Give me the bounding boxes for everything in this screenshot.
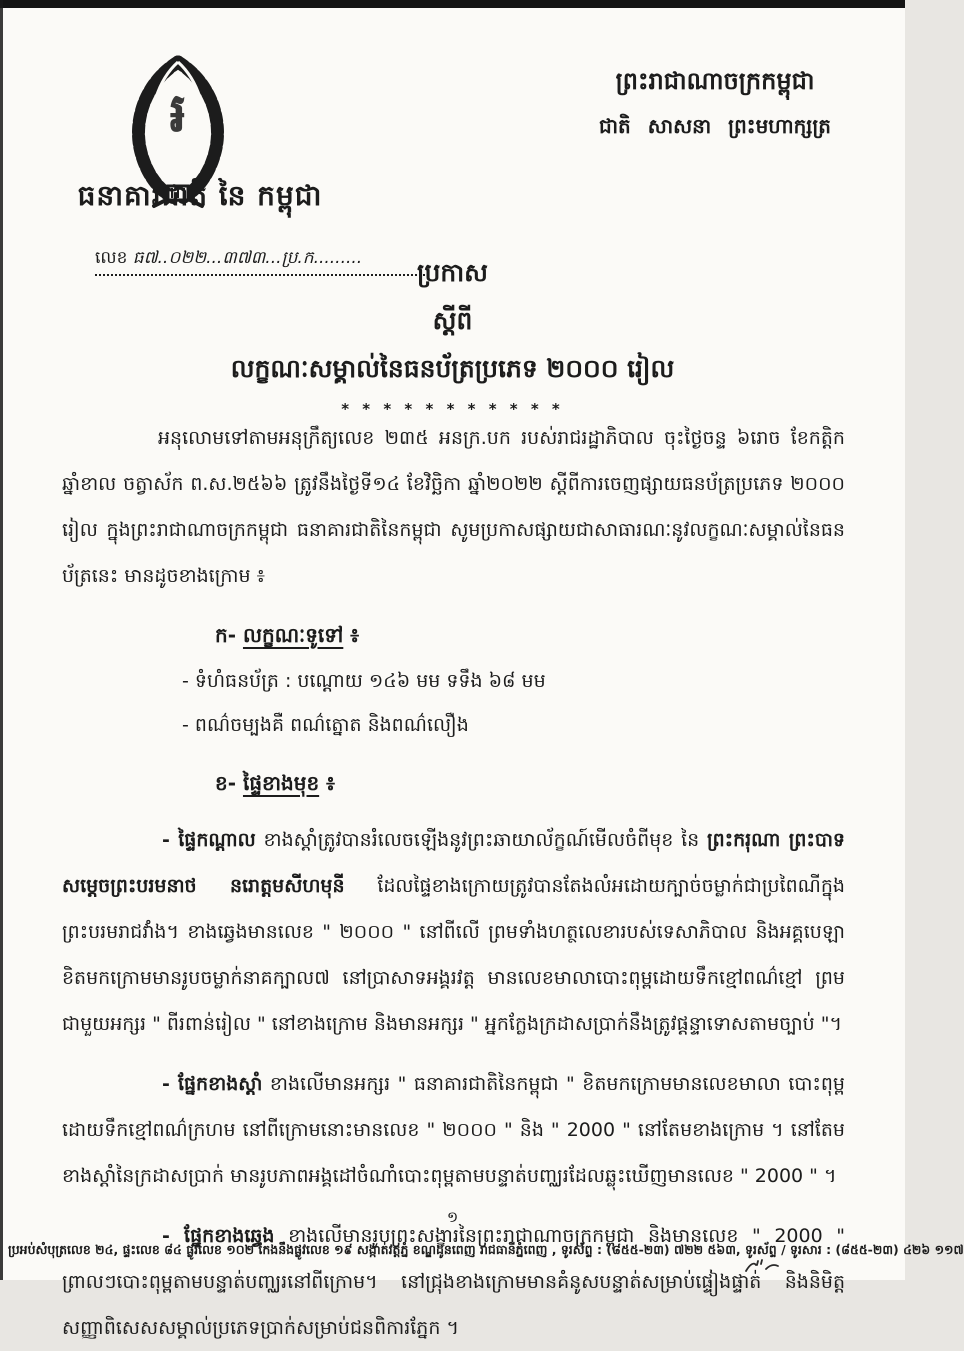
paragraph-lead: - ផ្ទៃកណ្តាល	[162, 829, 256, 851]
section-b-colon: ៖	[326, 771, 335, 795]
prakas-subtitle-concerning: ស្តីពី	[432, 306, 473, 335]
section-b-prefix: ខ-	[215, 771, 236, 795]
royal-name: ព្រះករុណា ព្រះបាទ សម្តេចព្រះបរមនាថ នរោត្តមសីហមុនី	[62, 829, 845, 897]
handwritten-initials-mark	[742, 1258, 782, 1274]
kingdom-motto: ជាតិ សាសនា ព្រះមហាក្សត្រ	[599, 114, 831, 138]
reference-number-handwritten: ធ៧..០២២...៣៧៣...ប្រ.ក.........	[132, 248, 363, 268]
kingdom-name: ព្រះរាជាណាចក្រកម្ពុជា	[615, 67, 815, 95]
section-a-item-size: - ទំហំធនប័ត្រ : បណ្តោយ ១៤៦ មម ទទឹង ៦៨ មម	[182, 670, 546, 692]
scan-artifact-left-edge	[0, 0, 3, 1280]
page-number: ១	[446, 1208, 459, 1226]
paragraph-lead: - ផ្នែកខាងឆ្វេង	[162, 1225, 275, 1247]
scan-artifact-top-edge	[0, 0, 905, 8]
section-a-heading	[215, 615, 845, 655]
section-b-paragraph-center	[62, 817, 845, 1047]
section-b-paragraph-right	[62, 1061, 845, 1199]
section-a-prefix: ក-	[215, 623, 236, 647]
paragraph-text: ដែលផ្ទៃខាងក្រោយត្រូវបានតែងលំអដោយក្បាច់ចម្លាក់ជាប្រពៃណីក្នុងព្រះបរមរាជវាំង។ ខាងឆ្វេងមានលេខ " ២០០០ " នៅពីលើ ព្រមទាំងហត្ថលេខារបស់ទេសាភិបាល និងអគ្គបេឡា ខិតមកក្រោមមានរូបចម្លាក់នាគក្បាល៧ នៅប្រាសាទអង្គរវត្ត មានលេខមាលាបោះពុម្ពដោយទឹកខ្មៅពណ៌ខ្មៅ ព្រមជាមួយអក្សរ " ពីរពាន់រៀល " នៅខាងក្រោម និងមានអក្សរ " អ្នកក្លែងក្រដាសប្រាក់នឹងត្រូវផ្តន្ទាទោសតាមច្បាប់ "។	[62, 875, 845, 1035]
intro-paragraph: អនុលោមទៅតាមអនុក្រឹត្យលេខ ២៣៥ អនក្រ.បក របស់រាជរដ្ឋាភិបាល ចុះថ្ងៃចន្ទ ៦រោច ខែកត្តិក ឆ្នាំខាល ចត្វាស័ក ព.ស.២៥៦៦ ត្រូវនឹងថ្ងៃទី១៤ ខែវិច្ឆិកា ឆ្នាំ២០២២ ស្តីពីការចេញផ្សាយធនប័ត្រប្រភេទ ២០០០ រៀល ក្នុងព្រះរាជាណាចក្រកម្ពុជា ធនាគារជាតិនៃកម្ពុជា សូមប្រកាសផ្សាយជាសាធារណៈនូវលក្ខណៈសម្គាល់នៃធនប័ត្រនេះ មានដូចខាងក្រោម ៖	[62, 427, 845, 587]
document-title-block	[0, 258, 905, 418]
asterisk-divider: * * * * * * * * * * *	[341, 400, 564, 418]
reference-label: លេខ	[95, 248, 128, 268]
section-b-heading	[215, 763, 845, 803]
section-a-item-colors: - ពណ៌ចម្បងគឺ ពណ៌ត្នោត និងពណ៌លឿង	[182, 714, 469, 736]
paragraph-text: ខាងលើមានអក្សរ " ធនាគារជាតិនៃកម្ពុជា " ខិតមកក្រោមមានលេខមាលា បោះពុម្ពដោយទឹកខ្មៅពណ៌ក្រហម នៅពីក្រោមនោះមានលេខ " ២០០០ " និង " 2000 " នៅតែមខាងក្រោម ។ នៅតែមខាងស្តាំនៃក្រដាសប្រាក់ មានរូបភាពអង្គដៅចំណាំបោះពុម្ពតាមបន្ទាត់បញ្ឈរដែលឆ្លុះឃើញមានលេខ " 2000 " ។	[62, 1073, 845, 1187]
bank-name-title: ធនាគារជាតិ នៃ កម្ពុជា	[77, 179, 323, 212]
paragraph-text: ខាងស្តាំត្រូវបានរំលេចឡើងនូវព្រះឆាយាល័ក្ខណ៍មើលចំពីមុខ នៃ	[255, 829, 708, 851]
section-a-colon: ៖	[350, 623, 360, 647]
paragraph-lead: - ផ្នែកខាងស្តាំ	[162, 1073, 263, 1095]
section-b-label: ផ្ទៃខាងមុខ	[242, 771, 320, 795]
footer-address-line: ប្រអប់សំបុត្រលេខ ២៤, ផ្ទះលេខ ៨៤ ផ្លូវលេខ ១០២ កែងនឹងផ្លូវលេខ ១៩ សង្កាត់វត្តភ្នំ ខណ្ឌដូនពេញ រាជធានីភ្នំពេញ , ទូរស័ព្ទ : (៨៥៥-២៣) ៧២២ ៥៦៣, ទូរស័ព្ទ / ទូរសារ : (៨៥៥-២៣) ៤២៦ ១១៧	[8, 1242, 964, 1257]
prakas-title: ប្រកាស	[417, 258, 488, 287]
kingdom-motto-block	[555, 66, 875, 143]
riel-symbol-icon: ៛	[169, 81, 187, 144]
paragraph-text: ខាងលើមានរូបព្រះសង្ខារនៃព្រះរាជាណាចក្រកម្ពុជា និងមានលេខ " 2000 " ព្រាលៗបោះពុម្ពតាមបន្ទាត់បញ្ឈរនៅពីក្រោម។ នៅជ្រុងខាងក្រោមមានគំនូសបន្ទាត់សម្រាប់ផ្ទៀងផ្ទាត់ និងនិមិត្តសញ្ញាពិសេសសម្គាល់ប្រភេទប្រាក់សម្រាប់ជនពិការភ្នែក ។	[62, 1225, 845, 1339]
prakas-subject: លក្ខណៈសម្គាល់នៃធនប័ត្រប្រភេទ ២០០០ រៀល	[230, 354, 675, 383]
section-b-paragraph-left	[62, 1213, 845, 1351]
section-a-label: លក្ខណៈទូទៅ	[242, 623, 344, 647]
